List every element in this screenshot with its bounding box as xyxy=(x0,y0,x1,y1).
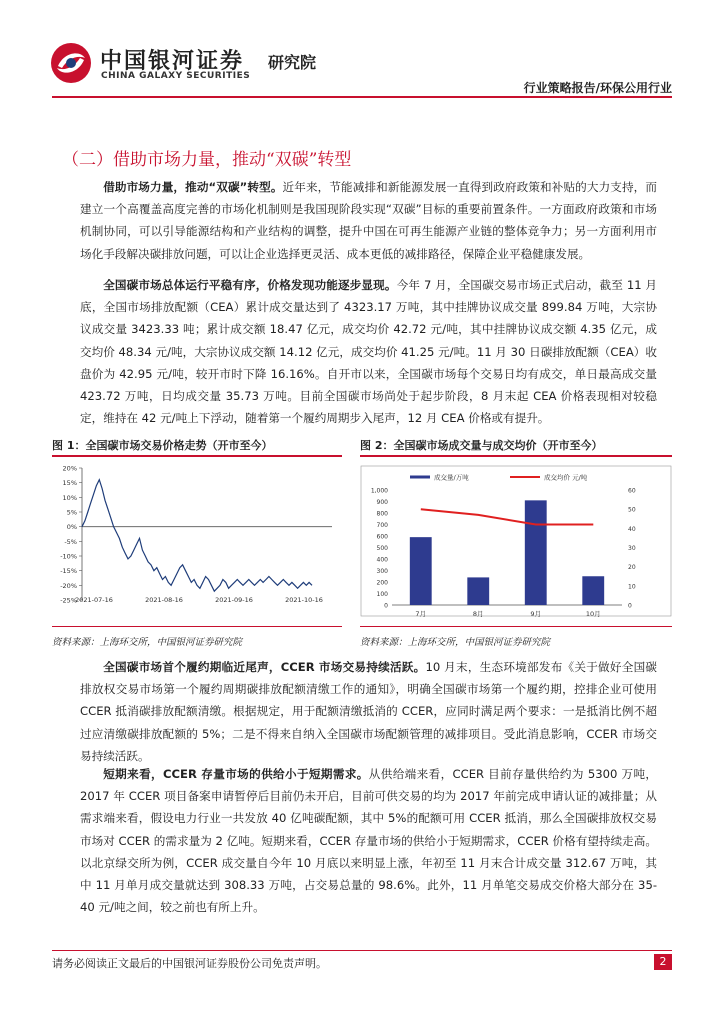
chart2-y-right-tick-label: 30 xyxy=(628,545,636,552)
chart1-x-tick-label: 2021-08-16 xyxy=(145,596,183,604)
chart1-x-tick-label: 2021-07-16 xyxy=(75,596,113,604)
chart1-y-tick-label: -5% xyxy=(64,537,77,546)
chart1-price-line xyxy=(82,480,312,592)
logo-chinese-name: 中国银河证券 xyxy=(100,48,245,74)
paragraph-4-lead: 短期来看，CCER 存量市场的供给小于短期需求。 xyxy=(103,767,369,781)
figure-2-source-rule xyxy=(360,626,672,627)
galaxy-logo-icon xyxy=(50,42,92,84)
section-title: （二）借助市场力量，推动“双碳”转型 xyxy=(62,150,352,170)
paragraph-2-body: 今年 7 月，全国碳交易市场正式启动，截至 11 月底，全国市场排放配额（CEA）累计成交量达到了 4323.17 万吨，其中挂牌协议成交量 899.84 万吨，大宗协议成交量 3423.33 吨；累计成交额 18.47 亿元，成交均价 42.72 元/吨，其中挂牌协议成交额 4.35 亿元，成交均价 48.34 元/吨，大宗协议成交额 14.12 亿元，成交均价 41.25 元/吨。11 月 30 日碳排放配额（CEA）收盘价为 42.95 元/吨，较开市时下降 16.16%。自开市以来，全国碳市场每个交易日均有成交，单日最高成交量 423.72 万吨，日均成交量 35.73 万吨。目前全国碳市场尚处于起步阶段，8 月末起 CEA 价格表现相对较稳定，维持在 42 元/吨上下浮动，随着第一个履约周期步入尾声，12 月 CEA 价格或有提升。 xyxy=(80,278,657,426)
chart2-x-tick-label: 10月 xyxy=(585,610,601,618)
paragraph-4-body: 从供给端来看，CCER 目前存量供给约为 5300 万吨，2017 年 CCER 项目备案申请暂停后目前仍未开启，目前可供交易的均为 2017 年前完成申请认证的减排量；从需求端来看，假设电力行业一共发放 40 亿吨碳配额，其中 5%的配额可用 CCER 抵消，那么全国碳排放权交易市场对 CCER 的需求量为 2 亿吨。短期来看，CCER 存量市场的供给小于短期需求，CCER 价格有望持续走高。以北京绿交所为例，CCER 成交量自今年 10 月底以来明显上涨，年初至 11 月末合计成交量 312.67 万吨，其中 11 月单月成交量就达到 308.33 万吨，占交易总量的 98.6%。此外，11 月单笔交易成交价格大部分在 35-40 元/吨之间，较之前也有所上升。 xyxy=(80,767,658,915)
chart2-y-right-tick-label: 60 xyxy=(628,487,636,495)
chart2-y-right-tick-label: 40 xyxy=(628,525,636,533)
chart2-x-tick-label: 9月 xyxy=(530,610,542,618)
chart2-y-left-tick-label: 400 xyxy=(376,556,388,564)
figure-1-caption: 图 1：全国碳市场交易价格走势（开市至今） xyxy=(52,439,273,452)
figure-2-rule xyxy=(360,455,672,457)
paragraph-2-lead: 全国碳市场总体运行平稳有序，价格发现功能逐步显现。 xyxy=(103,278,397,292)
paragraph-2 xyxy=(80,274,657,429)
chart1-y-tick-label: -25% xyxy=(60,596,77,605)
logo-english-name: CHINA GALAXY SECURITIES xyxy=(101,71,251,81)
chart1-x-tick-label: 2021-10-16 xyxy=(285,596,323,604)
chart1-y-tick-label: -15% xyxy=(60,567,77,576)
chart2-price-line xyxy=(421,509,594,524)
chart1-y-tick-label: 5% xyxy=(66,508,77,517)
paragraph-1-body: 近年来，节能减排和新能源发展一直得到政府政策和补贴的大力支持，而建立一个高覆盖高度完善的市场化机制则是我国现阶段实现“双碳”目标的重要前置条件。一方面政府政策和市场机制协同，可以引导能源结构和产业结构的调整，提升中国在可再生能源产业链的整体竞争力；另一方面利用市场化手段解决碳排放问题，可以让企业选择更灵活、成本更低的减排路径，保障企业平稳健康发展。 xyxy=(80,180,657,261)
chart1-y-tick-label: 15% xyxy=(62,479,77,488)
chart1-y-tick-label: 0% xyxy=(66,523,77,532)
footer-disclaimer: 请务必阅读正文最后的中国银河证券股份公司免责声明。 xyxy=(52,957,327,970)
chart2-frame xyxy=(361,466,671,616)
page-number: 2 xyxy=(654,954,672,970)
chart2-legend-volume: 成交量/万吨 xyxy=(434,473,469,482)
chart1-y-tick-label: -20% xyxy=(60,581,77,590)
chart2-y-right-tick-label: 50 xyxy=(628,506,636,514)
figure-1-source: 资料来源：上海环交所，中国银河证券研究院 xyxy=(52,637,243,648)
chart2-y-right-tick-label: 0 xyxy=(628,602,632,610)
chart1-y-tick-label: -10% xyxy=(60,552,77,561)
chart2-bar xyxy=(410,537,432,605)
chart1-x-tick-label: 2021-09-16 xyxy=(215,596,253,604)
paragraph-4 xyxy=(80,763,657,918)
chart2-bar xyxy=(467,577,489,605)
header-divider xyxy=(52,96,672,98)
chart2-bar xyxy=(582,576,604,605)
paragraph-1 xyxy=(80,176,657,265)
chart2-bar xyxy=(525,500,547,605)
chart1-y-tick-label: 20% xyxy=(62,464,77,473)
paragraph-3-lead: 全国碳市场首个履约期临近尾声，CCER 市场交易持续活跃。 xyxy=(103,660,426,674)
chart2-y-right-tick-label: 10 xyxy=(628,583,636,591)
chart2-y-left-tick-label: 700 xyxy=(376,522,388,529)
chart2-y-right-tick-label: 20 xyxy=(628,564,636,572)
company-logo xyxy=(50,40,350,90)
figure-1-source-rule xyxy=(52,626,342,627)
chart2-x-tick-label: 7月 xyxy=(415,610,427,618)
paragraph-1-lead: 借助市场力量，推动“双碳”转型。 xyxy=(103,180,283,194)
chart2-y-left-tick-label: 1,000 xyxy=(370,487,388,495)
chart2-legend-price: 成交均价 元/吨 xyxy=(544,473,588,482)
chart2-y-left-tick-label: 900 xyxy=(376,499,388,506)
paragraph-3 xyxy=(80,656,657,767)
figure-1-rule xyxy=(52,455,342,457)
figure-2-source: 资料来源：上海环交所，中国银河证券研究院 xyxy=(360,637,551,648)
figure-2-caption: 图 2：全国碳市场成交量与成交均价（开市至今） xyxy=(360,439,603,452)
report-type: 行业策略报告/环保公用行业 xyxy=(523,81,672,95)
chart2-y-left-tick-label: 600 xyxy=(376,533,388,541)
chart2-y-left-tick-label: 300 xyxy=(376,568,388,575)
footer-divider xyxy=(52,950,672,951)
chart2-y-left-tick-label: 500 xyxy=(376,545,388,552)
chart2-y-left-tick-label: 200 xyxy=(376,579,388,587)
chart1-y-tick-label: 10% xyxy=(62,493,77,502)
institute-name: 研究院 xyxy=(268,53,317,72)
paragraph-3-body: 10 月末，生态环境部发布《关于做好全国碳排放权交易市场第一个履约周期碳排放配额清缴工作的通知》，明确全国碳市场第一个履约期，控排企业可使用 CCER 抵消碳排放配额清缴。根据规定，用于配额清缴抵消的 CCER，应同时满足两个要求：一是抵消比例不超过应清缴碳排放配额的 5%；二是不得来自纳入全国碳市场配额管理的减排项目。受此消息影响，CCER 市场交易持续活跃。 xyxy=(80,660,657,763)
figure-1-chart xyxy=(52,460,342,620)
chart2-y-left-tick-label: 100 xyxy=(376,591,388,598)
chart2-y-left-tick-label: 800 xyxy=(376,510,388,518)
chart2-x-tick-label: 8月 xyxy=(472,610,484,618)
chart2-y-left-tick-label: 0 xyxy=(384,602,388,610)
figure-2-chart xyxy=(360,465,672,620)
